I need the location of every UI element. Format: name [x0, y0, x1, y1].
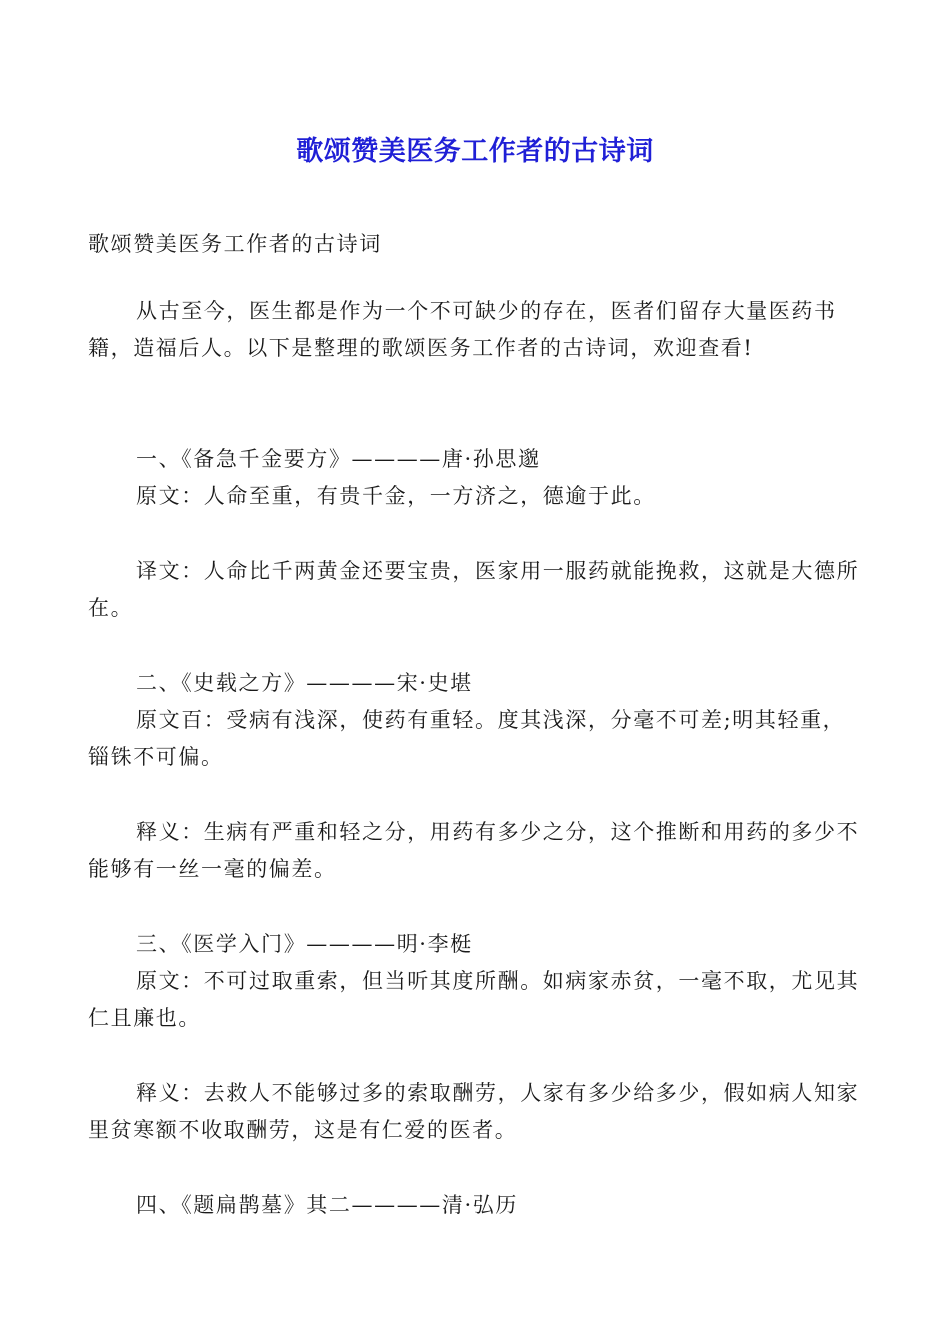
document-title: 歌颂赞美医务工作者的古诗词	[296, 136, 654, 167]
section-original: 原文：不可过取重索，但当听其度所酬。如病家赤贫，一毫不取，尤见其仁且廉也。	[88, 969, 860, 1030]
spacer	[88, 1149, 862, 1187]
section-original: 原文百：受病有浅深，使药有重轻。度其浅深，分毫不可差;明其轻重，锱铢不可偏。	[88, 708, 846, 769]
section-original: 原文：人命至重，有贵千金，一方济之，德逾于此。	[136, 484, 656, 508]
section-heading: 四、《题扁鹊墓》其二————清·弘历	[136, 1193, 518, 1217]
document-body	[88, 226, 862, 1224]
spacer	[88, 367, 862, 441]
document-subtitle: 歌颂赞美医务工作者的古诗词	[88, 232, 382, 256]
spacer	[88, 263, 862, 293]
spacer	[88, 515, 862, 553]
section-heading: 二、《史载之方》————宋·史堪	[136, 671, 473, 695]
section-translation: 释义：生病有严重和轻之分，用药有多少之分，这个推断和用药的多少不能够有一丝一毫的偏差。	[88, 820, 860, 881]
spacer	[88, 888, 862, 926]
intro-paragraph: 从古至今，医生都是作为一个不可缺少的存在，医者们留存大量医药书籍，造福后人。以下是整理的歌颂医务工作者的古诗词，欢迎查看!	[88, 299, 837, 360]
spacer	[88, 776, 862, 814]
section-translation: 释义：去救人不能够过多的索取酬劳，人家有多少给多少，假如病人知家里贫寒额不收取酬劳，这是有仁爱的医者。	[88, 1081, 860, 1142]
section-translation: 译文：人命比千两黄金还要宝贵，医家用一服药就能挽救，这就是大德所在。	[88, 559, 860, 620]
section-heading: 一、《备急千金要方》————唐·孙思邈	[136, 447, 541, 471]
spacer	[88, 1037, 862, 1075]
section-heading: 三、《医学入门》————明·李梃	[136, 932, 473, 956]
spacer	[88, 627, 862, 665]
